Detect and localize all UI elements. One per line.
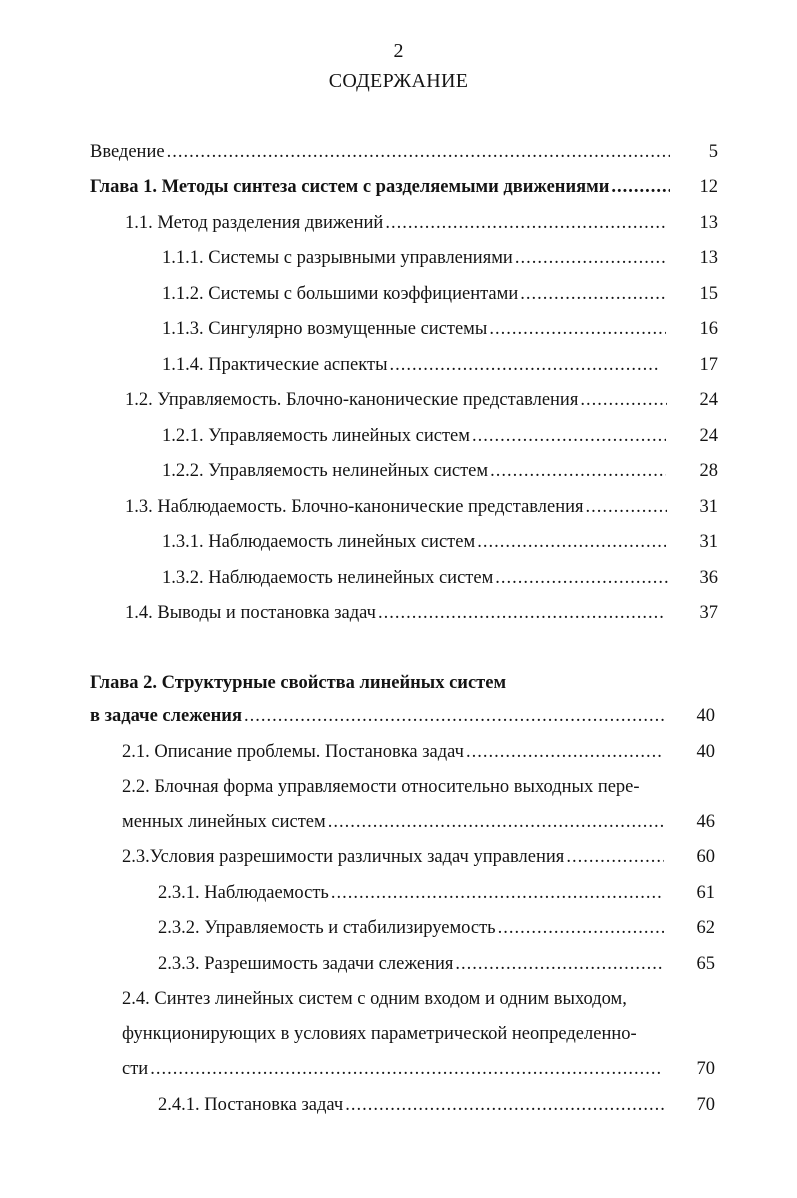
toc-page-number: 70: [696, 1059, 715, 1079]
toc-page-number: 61: [696, 883, 715, 903]
toc-entry-text: сти: [122, 1059, 149, 1079]
toc-page-number: 16: [699, 319, 718, 339]
toc-entry-1-2-1: [162, 424, 668, 448]
toc-entry-text: менных линейных систем: [122, 812, 326, 832]
toc-entry-1-1-2: [162, 282, 668, 306]
toc-page-number: 65: [696, 954, 715, 974]
page-title: СОДЕРЖАНИЕ: [328, 70, 469, 92]
dot-leader: [385, 211, 667, 235]
toc-entry-text: 2.3.Условия разрешимости различных задач управления: [122, 847, 565, 867]
toc-entry-1-4: [125, 601, 665, 625]
dot-leader: [515, 246, 666, 270]
toc-entry-text: 2.1. Описание проблемы. Постановка задач: [122, 742, 464, 762]
dot-leader: [495, 566, 668, 590]
toc-page-number: 5: [708, 142, 718, 162]
toc-page-number: 40: [696, 706, 715, 726]
dot-leader: [490, 459, 666, 483]
toc-entry-1-1: [125, 211, 669, 235]
toc-page-number: 12: [699, 177, 718, 197]
dot-leader: [244, 704, 664, 728]
toc-entry-text: 2.4.1. Постановка задач: [158, 1095, 344, 1115]
toc-entry-2-3-3: [158, 952, 666, 976]
dot-leader: [489, 317, 666, 341]
toc-page-number: 70: [696, 1095, 715, 1115]
toc-entry-text: 1.1.1. Системы с разрывными управлениями: [162, 248, 513, 268]
toc-entry-text: 1.2.2. Управляемость нелинейных систем: [162, 461, 489, 481]
toc-page-number: 15: [699, 284, 718, 304]
toc-entry-text: 1.1. Метод разделения движений: [125, 213, 384, 233]
dot-leader: [328, 810, 664, 834]
toc-page-number: 36: [699, 568, 718, 588]
toc-entry-chapter-1: [90, 175, 672, 199]
dot-leader: [477, 530, 666, 554]
page-number: 2: [393, 40, 404, 62]
toc-entry-1-2-2: [162, 459, 668, 483]
toc-page-number: 31: [699, 497, 718, 517]
dot-leader: [472, 424, 666, 448]
toc-entry-text: 1.3.1. Наблюдаемость линейных систем: [162, 532, 476, 552]
dot-leader: [345, 1093, 664, 1117]
dot-leader: [455, 952, 664, 976]
toc-entry-text: 2.3.2. Управляемость и стабилизируемость: [158, 918, 496, 938]
toc-entry-2-4-line1: 2.4. Синтез линейных систем с одним входом и одним выходом,: [122, 989, 627, 1009]
dot-leader: [331, 881, 664, 905]
toc-page-number: 13: [699, 248, 718, 268]
toc-page-number: 60: [696, 847, 715, 867]
toc-entry-chapter-2-line1: Глава 2. Структурные свойства линейных систем: [90, 673, 507, 693]
toc-entry-2-3: [122, 845, 666, 869]
toc-entry-2-4-line2: функционирующих в условиях параметрической неопределенно-: [122, 1024, 637, 1044]
toc-entry-text: Глава 1. Методы синтеза систем с разделяемыми движениями: [90, 177, 610, 197]
toc-entry-text: 1.3. Наблюдаемость. Блочно-канонические представления: [125, 497, 584, 517]
toc-entry-intro: [90, 140, 672, 164]
toc-entry-1-1-3: [162, 317, 668, 341]
toc-page-number: 31: [699, 532, 718, 552]
toc-entry-text: 2.3.3. Разрешимость задачи слежения: [158, 954, 454, 974]
toc-entry-2-3-1: [158, 881, 666, 905]
toc-entry-text: 1.2. Управляемость. Блочно-канонические представления: [125, 390, 579, 410]
dot-leader: [390, 353, 660, 377]
toc-entry-2-2-line1: 2.2. Блочная форма управляемости относительно выходных пере-: [122, 777, 640, 797]
toc-entry-text: 1.1.4. Практические аспекты: [162, 355, 388, 375]
toc-entry-chapter-2: [90, 704, 666, 728]
toc-page-number: 24: [699, 426, 718, 446]
toc-entry-2-3-2: [158, 916, 666, 940]
dot-leader: [167, 140, 670, 164]
dot-leader: [520, 282, 666, 306]
toc-entry-text: Введение: [90, 142, 165, 162]
dot-leader: [150, 1057, 661, 1081]
toc-entry-1-3: [125, 495, 669, 519]
toc-entry-text: в задаче слежения: [90, 706, 242, 726]
toc-entry-1-2: [125, 388, 669, 412]
toc-entry-1-1-1: [162, 246, 668, 270]
toc-page-number: 40: [696, 742, 715, 762]
toc-entry-2-4-1: [158, 1093, 666, 1117]
toc-entry-text: 1.1.3. Сингулярно возмущенные системы: [162, 319, 488, 339]
toc-entry-text: 1.1.2. Системы с большими коэффициентами: [162, 284, 519, 304]
toc-entry-1-3-1: [162, 530, 668, 554]
toc-page-number: 24: [699, 390, 718, 410]
toc-page-number: 13: [699, 213, 718, 233]
toc-page-number: 46: [696, 812, 715, 832]
toc-entry-text: 1.2.1. Управляемость линейных систем: [162, 426, 470, 446]
dot-leader: [466, 740, 661, 764]
toc-page-number: 17: [699, 355, 718, 375]
toc-entry-1-3-2: [162, 566, 670, 590]
toc-entry-1-1-4: [162, 353, 662, 377]
toc-entry-2-4: [122, 1057, 663, 1081]
toc-entry-text: 1.3.2. Наблюдаемость нелинейных систем: [162, 568, 494, 588]
toc-entry-text: 1.4. Выводы и постановка задач: [125, 603, 376, 623]
dot-leader: [378, 601, 663, 625]
toc-page-number: 28: [699, 461, 718, 481]
toc-entry-text: 2.3.1. Наблюдаемость: [158, 883, 329, 903]
toc-page-number: 37: [699, 603, 718, 623]
toc-entry-2-1: [122, 740, 663, 764]
toc-page-number: 62: [696, 918, 715, 938]
dot-leader: [498, 916, 664, 940]
toc-entry-2-2: [122, 810, 666, 834]
